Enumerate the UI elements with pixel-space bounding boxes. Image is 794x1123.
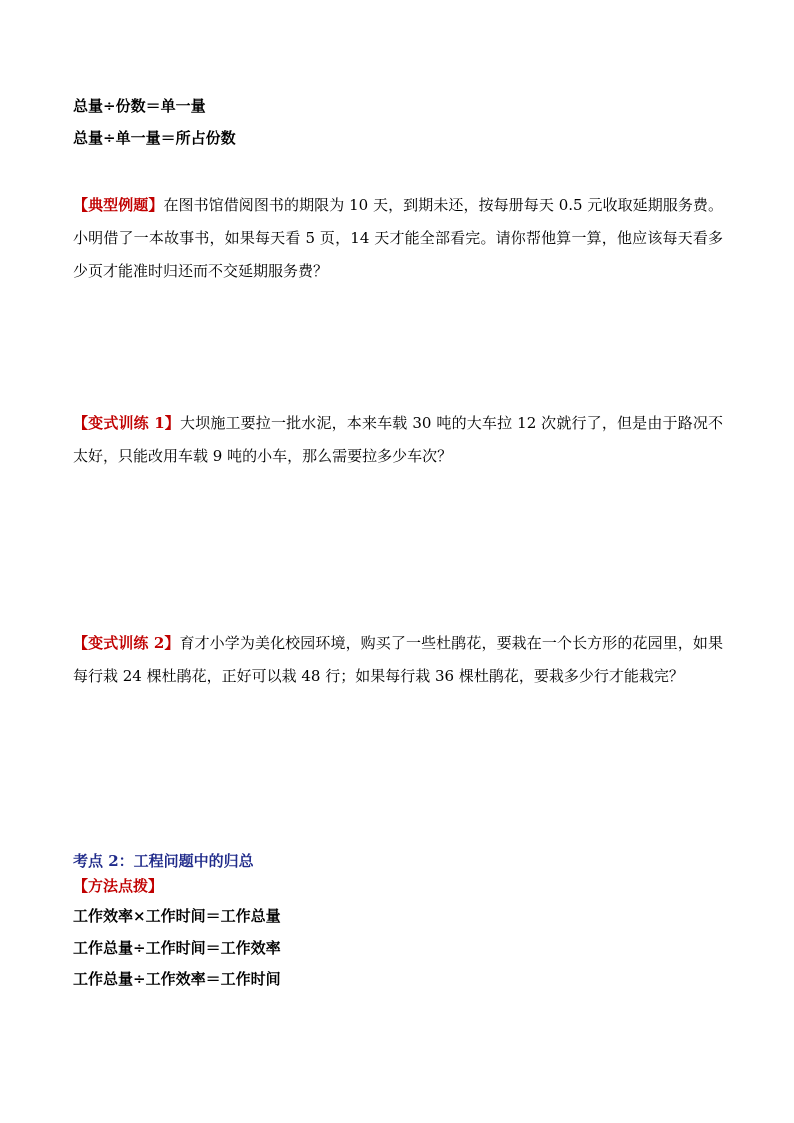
formula-unit-quantity: 总量÷份数＝单一量 [73,97,206,115]
formula-work-efficiency: 工作总量÷工作时间＝工作效率 [73,939,281,957]
method-tag: 【方法点拨】 [73,877,164,895]
exercise-2 [73,627,723,693]
formula-work-total: 工作效率×工作时间＝工作总量 [73,907,281,925]
exercise-1-tag: 【变式训练 1】 [73,414,180,432]
example-text: 在图书馆借阅图书的期限为 10 天，到期未还，按每册每天 0.5 元收取延期服务费。小明借了一本故事书，如果每天看 5 页，14 天才能全部看完。请你帮他算一算，他应该每天看多少页才能准时归还而不交延期服务费？ [73,196,723,280]
formula-work-time: 工作总量÷工作效率＝工作时间 [73,970,281,988]
exercise-2-text: 育才小学为美化校园环境，购买了一些杜鹃花，要栽在一个长方形的花园里，如果每行栽 24 棵杜鹃花，正好可以栽 48 行；如果每行栽 36 棵杜鹃花，要栽多少行才能栽完？ [73,634,723,685]
exercise-2-tag: 【变式训练 2】 [73,634,180,652]
exercise-1 [73,407,723,473]
exercise-1-text: 大坝施工要拉一批水泥，本来车载 30 吨的大车拉 12 次就行了，但是由于路况不太好，只能改用车载 9 吨的小车，那么需要拉多少车次？ [73,414,723,465]
formula-share-count: 总量÷单一量＝所占份数 [73,129,236,147]
section-2-title: 考点 2：工程问题中的归总 [73,852,254,870]
example-problem [73,189,723,288]
example-tag: 【典型例题】 [73,196,164,214]
